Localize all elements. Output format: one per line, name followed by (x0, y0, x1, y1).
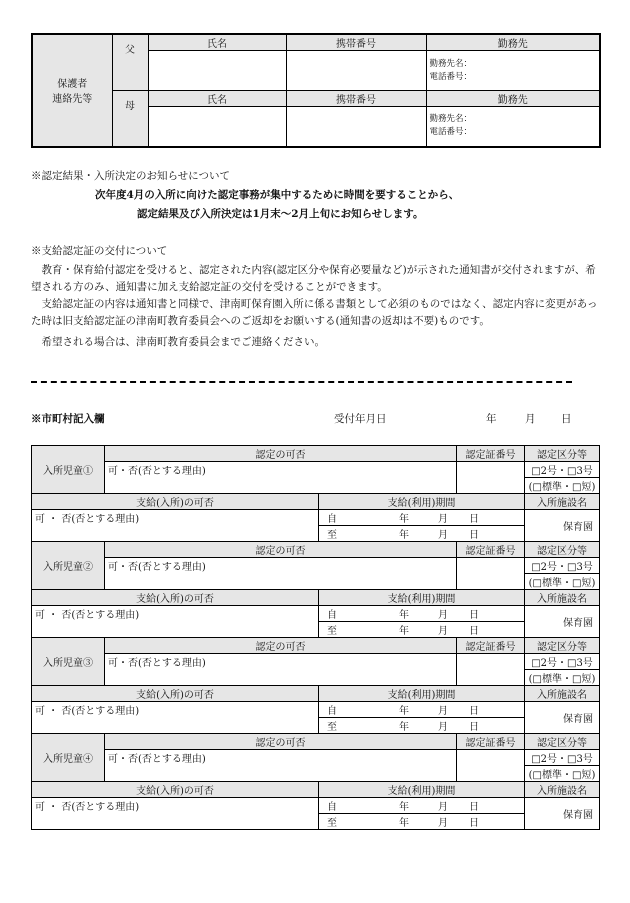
cert-category-options[interactable]: □2号・□3号 (525, 462, 600, 478)
received-date-label: 受付年月日 (334, 413, 387, 425)
cert-number-header: 認定証番号 (457, 734, 525, 750)
period-to-day: 日 (469, 722, 479, 733)
cert-number-field[interactable] (457, 558, 525, 590)
period-to-label: 至 (327, 530, 337, 541)
period-from-label: 自 (327, 610, 337, 621)
period-from-month: 月 (438, 610, 448, 621)
cert-approval-field[interactable]: 可・否(否とする理由) (105, 558, 457, 590)
facility-name-header: 入所施設名 (525, 686, 600, 702)
period-to-month: 月 (438, 722, 448, 733)
period-from-month: 月 (438, 706, 448, 717)
cert-category-header: 認定区分等 (525, 542, 600, 558)
cert-category-options[interactable]: □2号・□3号 (525, 750, 600, 766)
result-notice-title: ※認定結果・入所決定のお知らせについて (31, 170, 230, 182)
period-to-year: 年 (399, 722, 409, 733)
period-from-year: 年 (399, 514, 409, 525)
supply-approval-header: 支給(入所)の可否 (32, 494, 319, 510)
supply-approval-header: 支給(入所)の可否 (32, 782, 319, 798)
period-to-label: 至 (327, 722, 337, 733)
period-from-month: 月 (438, 514, 448, 525)
received-month-unit: 月 (525, 413, 536, 425)
facility-name-field[interactable] (525, 510, 600, 542)
cert-approval-field[interactable]: 可・否(否とする理由) (105, 750, 457, 782)
period-from-row[interactable] (319, 702, 525, 718)
cert-category-header: 認定区分等 (525, 638, 600, 654)
child-label: 入所児童③ (32, 638, 105, 686)
facility-name-field[interactable] (525, 606, 600, 638)
cert-duration-options[interactable]: (□標準・□短) (525, 478, 600, 494)
period-from-row[interactable] (319, 798, 525, 814)
child-label: 入所児童② (32, 542, 105, 590)
facility-name-field[interactable] (525, 702, 600, 734)
father-work-header: 勤務先 (426, 34, 600, 51)
period-to-year: 年 (399, 626, 409, 637)
facility-suffix: 保育園 (563, 810, 593, 821)
period-from-row[interactable] (319, 510, 525, 526)
mother-work-tel: 電話番号： (429, 127, 473, 138)
cert-duration-options[interactable]: (□標準・□短) (525, 766, 600, 782)
period-from-day: 日 (469, 610, 479, 621)
period-to-label: 至 (327, 626, 337, 637)
cut-line-divider (31, 381, 572, 383)
received-year-unit: 年 (486, 413, 497, 425)
father-label: 父 (112, 34, 148, 91)
period-to-month: 月 (438, 530, 448, 541)
period-to-row[interactable] (319, 526, 525, 542)
cert-category-options[interactable]: □2号・□3号 (525, 654, 600, 670)
cert-number-field[interactable] (457, 750, 525, 782)
father-name-header: 氏名 (148, 34, 286, 51)
cert-number-field[interactable] (457, 462, 525, 494)
supply-approval-field[interactable]: 可 ・ 否(否とする理由) (32, 798, 319, 830)
cert-category-options[interactable]: □2号・□3号 (525, 558, 600, 574)
guardian-contact-table (31, 33, 601, 148)
guardian-label-line1: 保護者 (57, 79, 88, 91)
period-from-day: 日 (469, 802, 479, 813)
facility-name-header: 入所施設名 (525, 782, 600, 798)
cert-notice-p3: 希望される場合は、津南町教育委員会までご連絡ください。 (31, 336, 325, 348)
supply-approval-field[interactable]: 可 ・ 否(否とする理由) (32, 702, 319, 734)
mother-work-field[interactable] (426, 107, 600, 147)
father-work-field[interactable] (426, 51, 600, 91)
facility-name-header: 入所施設名 (525, 494, 600, 510)
facility-name-header: 入所施設名 (525, 590, 600, 606)
period-to-month: 月 (438, 818, 448, 829)
supply-approval-header: 支給(入所)の可否 (32, 686, 319, 702)
supply-approval-header: 支給(入所)の可否 (32, 590, 319, 606)
child-label: 入所児童① (32, 446, 105, 494)
period-to-day: 日 (469, 818, 479, 829)
period-from-day: 日 (469, 514, 479, 525)
period-from-label: 自 (327, 706, 337, 717)
father-work-tel: 電話番号： (429, 71, 473, 82)
period-to-month: 月 (438, 626, 448, 637)
father-phone-header: 携帯番号 (286, 34, 426, 51)
facility-suffix: 保育園 (563, 522, 593, 533)
cert-duration-options[interactable]: (□標準・□短) (525, 574, 600, 590)
supply-period-header: 支給(利用)期間 (319, 494, 525, 510)
period-from-label: 自 (327, 802, 337, 813)
period-from-day: 日 (469, 706, 479, 717)
period-from-label: 自 (327, 514, 337, 525)
office-use-table (31, 445, 600, 830)
cert-duration-options[interactable]: (□標準・□短) (525, 670, 600, 686)
cert-approval-field[interactable]: 可・否(否とする理由) (105, 654, 457, 686)
cert-approval-header: 認定の可否 (105, 542, 457, 558)
mother-work-name: 勤務先名： (429, 114, 473, 125)
facility-suffix: 保育園 (563, 618, 593, 629)
mother-phone-field[interactable] (286, 107, 426, 147)
period-from-row[interactable] (319, 606, 525, 622)
supply-approval-field[interactable]: 可 ・ 否(否とする理由) (32, 510, 319, 542)
cert-number-field[interactable] (457, 654, 525, 686)
guardian-section-label (32, 34, 112, 147)
child-label: 入所児童④ (32, 734, 105, 782)
period-from-year: 年 (399, 706, 409, 717)
cert-notice-p1: 教育・保育給付認定を受けると、認定された内容(認定区分や保育必要量など)が示された通知書が交付されますが、希望される方のみ、通知書に加え支給認定証の交付を受けることができます。 (31, 264, 596, 293)
mother-phone-header: 携帯番号 (286, 91, 426, 107)
cert-category-header: 認定区分等 (525, 446, 600, 462)
mother-name-header: 氏名 (148, 91, 286, 107)
period-to-day: 日 (469, 530, 479, 541)
mother-work-header: 勤務先 (426, 91, 600, 107)
father-name-field[interactable] (148, 51, 286, 91)
office-title: ※市町村記入欄 (31, 413, 105, 425)
mother-label: 母 (112, 91, 148, 147)
supply-period-header: 支給(利用)期間 (319, 590, 525, 606)
period-to-year: 年 (399, 818, 409, 829)
office-header (31, 411, 601, 427)
cert-notice-body (31, 262, 601, 351)
father-work-name: 勤務先名： (429, 58, 473, 69)
facility-suffix: 保育園 (563, 714, 593, 725)
cert-approval-header: 認定の可否 (105, 734, 457, 750)
cert-number-header: 認定証番号 (457, 542, 525, 558)
cert-approval-field[interactable]: 可・否(否とする理由) (105, 462, 457, 494)
facility-name-field[interactable] (525, 798, 600, 830)
result-notice-line2: 認定結果及び入所決定は1月末～2月上旬にお知らせします。 (137, 208, 424, 220)
result-notice-line1: 次年度4月の入所に向けた認定事務が集中するために時間を要することから、 (95, 189, 460, 201)
period-to-row[interactable] (319, 622, 525, 638)
father-phone-field[interactable] (286, 51, 426, 91)
cert-approval-header: 認定の可否 (105, 638, 457, 654)
mother-name-field[interactable] (148, 107, 286, 147)
period-to-day: 日 (469, 626, 479, 637)
received-day-unit: 日 (561, 413, 572, 425)
period-to-label: 至 (327, 818, 337, 829)
period-from-year: 年 (399, 610, 409, 621)
cert-notice-title: ※支給認定証の交付について (31, 245, 168, 257)
cert-number-header: 認定証番号 (457, 446, 525, 462)
period-to-row[interactable] (319, 718, 525, 734)
period-to-year: 年 (399, 530, 409, 541)
supply-approval-field[interactable]: 可 ・ 否(否とする理由) (32, 606, 319, 638)
cert-category-header: 認定区分等 (525, 734, 600, 750)
supply-period-header: 支給(利用)期間 (319, 782, 525, 798)
period-from-month: 月 (438, 802, 448, 813)
cert-approval-header: 認定の可否 (105, 446, 457, 462)
guardian-label-line2: 連絡先等 (52, 94, 93, 106)
period-from-year: 年 (399, 802, 409, 813)
cert-number-header: 認定証番号 (457, 638, 525, 654)
period-to-row[interactable] (319, 814, 525, 830)
supply-period-header: 支給(利用)期間 (319, 686, 525, 702)
cert-notice-p2: 支給認定証の内容は通知書と同様で、津南町保育園入所に係る書類として必須のものではなく、認定内容に変更があった時は旧支給認定証の津南町教育委員会へのご返却をお願いする(通知書の返却は不要)ものです。 (31, 298, 598, 327)
